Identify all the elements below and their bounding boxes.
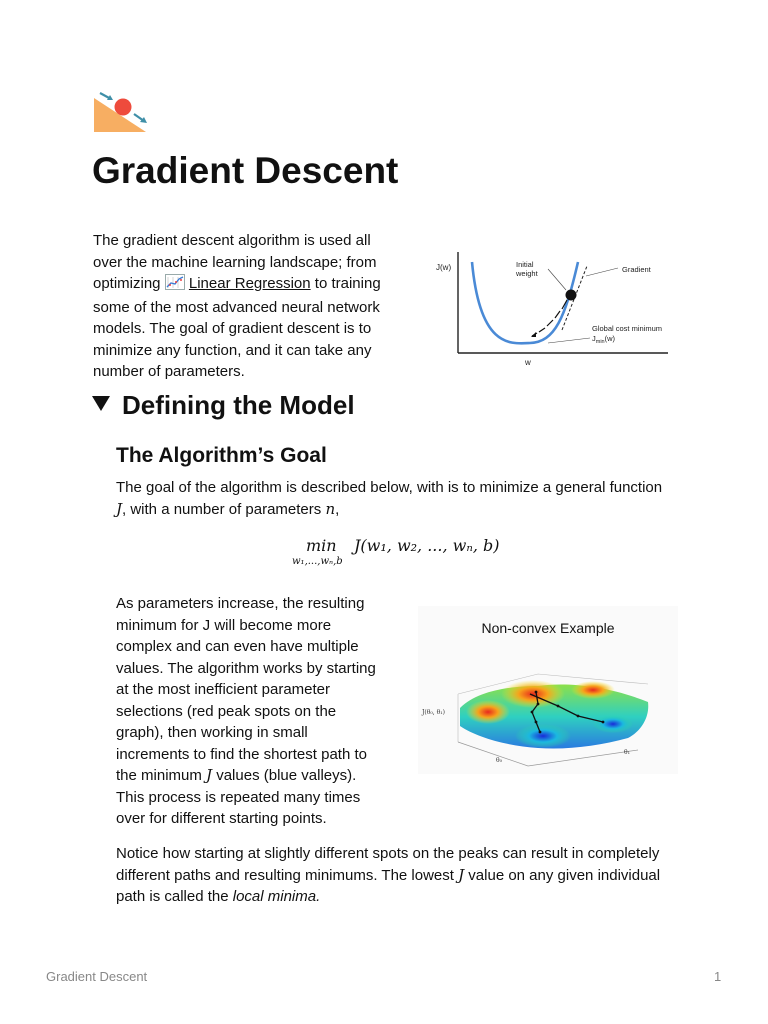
jmin-label: $J_{min}(w)$	[592, 334, 616, 345]
subsection-heading: The Algorithm’s Goal	[116, 444, 327, 467]
theta1-axis-label: θ₁	[624, 749, 631, 756]
notice-paragraph: Notice how starting at slightly different spots on the peaks can result in completely different paths and resulting minimums. The lowest J value on any given individual path is called the local minima.	[116, 845, 661, 905]
x-axis-label: w	[525, 358, 531, 367]
chart-emoji-icon	[165, 274, 185, 297]
z-axis-label: J(θ₀, θ₁)	[422, 709, 445, 716]
initial-weight-label-1: Initial	[516, 260, 534, 269]
page-number: 1	[714, 969, 722, 984]
intro-paragraph: The gradient descent algorithm is used all over the machine learning landscape; from optimizing Linear Regression to training some of the most advanced neural network models. The goal of gradient descent is to minimize any function, and it can take any number of parameters.	[93, 232, 381, 380]
y-axis-label: J(w)	[436, 263, 452, 272]
nonconvex-figure-title: Non-convex Example	[481, 620, 615, 636]
gradient-descent-icon	[92, 90, 150, 134]
collapse-triangle-icon[interactable]	[92, 396, 110, 411]
page-icon	[92, 90, 150, 134]
footer-title: Gradient Descent	[46, 969, 148, 984]
page-title: Gradient Descent	[92, 150, 399, 191]
linear-regression-link[interactable]: Linear Regression	[188, 275, 311, 292]
nonconvex-paragraph: As parameters increase, the resulting minimum for J will become more complex and can even have multiple values. The algorithm works by starting at the most inefficient parameter selections (red peak spots on the graph), then working in small increments to find the shortest path to the minimum J values (blue valleys). This process is repeated many times over for different starting points.	[116, 595, 376, 827]
theta0-axis-label: θ₀	[496, 757, 503, 764]
convex-cost-figure	[430, 248, 680, 372]
objective-formula: min w₁,...,wₙ,b J(w₁, w₂, ..., wₙ, b)	[292, 536, 500, 567]
global-min-label: Global cost minimum	[592, 324, 663, 333]
initial-weight-label-2: weight	[516, 269, 538, 278]
gradient-label: Gradient	[622, 265, 651, 274]
nonconvex-figure	[418, 606, 678, 774]
section-heading[interactable]: Defining the Model	[92, 390, 355, 421]
goal-paragraph: The goal of the algorithm is described below, with is to minimize a general function J, with a number of parameters n,	[116, 479, 663, 518]
